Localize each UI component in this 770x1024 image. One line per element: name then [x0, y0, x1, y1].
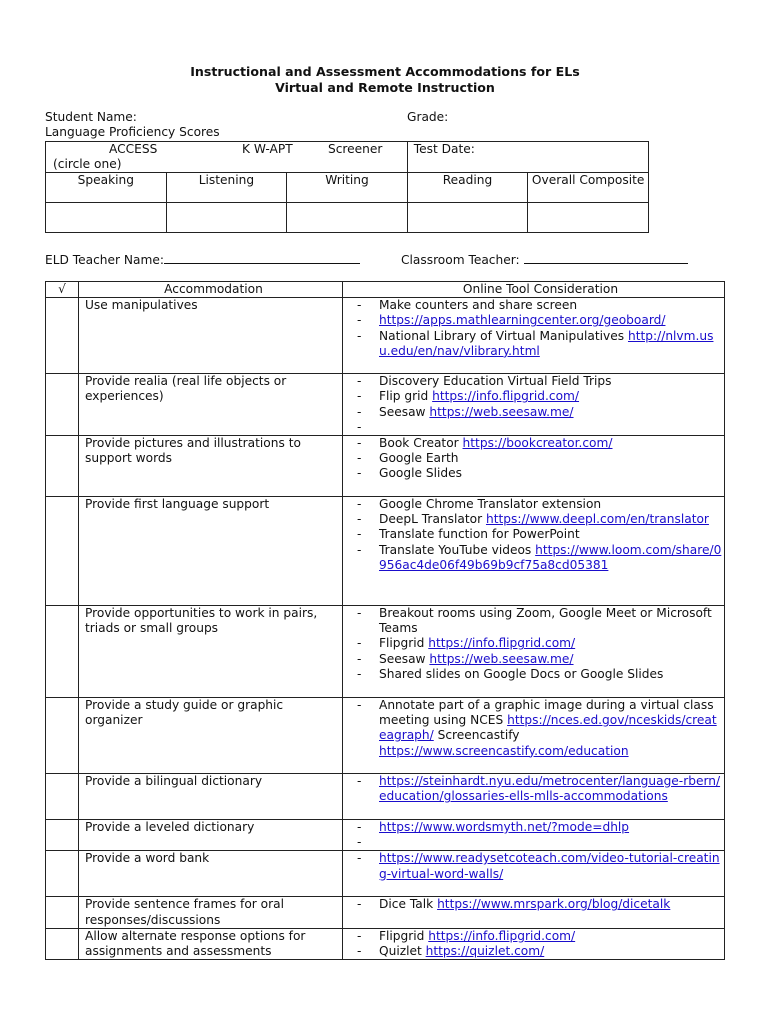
- accommodation-cell: Provide first language support: [79, 497, 343, 606]
- tool-link[interactable]: https://nces.ed.gov/nceskids/createagraph/: [379, 713, 717, 743]
- accommodation-row: [46, 897, 725, 928]
- tool-item: [357, 667, 724, 682]
- document-title: Instructional and Assessment Accommodations for ELs: [190, 64, 580, 79]
- tool-text: Google Chrome Translator extension: [379, 497, 602, 512]
- tool-item: [357, 652, 724, 667]
- overall-composite-header: Overall Composite: [528, 173, 649, 203]
- tool-text: DeepL Translator: [379, 512, 483, 527]
- tool-item: [357, 389, 724, 404]
- tool-text: Seesaw: [379, 651, 426, 666]
- tool-link[interactable]: https://info.flipgrid.com/: [432, 389, 580, 404]
- tool-list: [357, 298, 724, 359]
- overall-score-cell[interactable]: [528, 203, 649, 233]
- tool-item: [357, 774, 724, 804]
- tool-list: [357, 374, 724, 435]
- tool-list: [357, 606, 724, 682]
- eld-teacher-line[interactable]: [164, 251, 360, 264]
- tool-item: [357, 512, 724, 527]
- check-cell[interactable]: [46, 820, 79, 851]
- tool-item: [357, 329, 724, 359]
- tool-link[interactable]: http://nlvm.usu.edu/en/nav/vlibrary.html: [379, 328, 714, 358]
- tool-link[interactable]: https://bookcreator.com/: [462, 436, 613, 451]
- tool-cell: [343, 497, 725, 606]
- listening-score-cell[interactable]: [166, 203, 287, 233]
- tool-item: [357, 298, 724, 313]
- proficiency-score-row: [46, 203, 649, 233]
- tool-text: Flipgrid: [379, 636, 425, 651]
- tool-item: [357, 897, 724, 912]
- tool-cell: [343, 928, 725, 959]
- classroom-teacher-field: [401, 251, 688, 267]
- tool-link[interactable]: https://info.flipgrid.com/: [428, 636, 576, 651]
- tool-link[interactable]: https://quizlet.com/: [425, 944, 545, 959]
- tool-cell: [343, 851, 725, 897]
- tool-link[interactable]: https://www.loom.com/share/0956ac4de06f49b69b9cf75a8cd05381: [379, 542, 722, 572]
- accommodation-row: [46, 928, 725, 959]
- tool-item: [357, 543, 724, 573]
- tool-cell: [343, 606, 725, 698]
- tool-item: [357, 851, 724, 881]
- tool-list: [357, 929, 724, 959]
- tool-text: Quizlet: [379, 944, 422, 959]
- check-cell[interactable]: [46, 774, 79, 820]
- accommodation-cell: Provide pictures and illustrations to support words: [79, 436, 343, 497]
- tool-item: [357, 929, 724, 944]
- tool-link[interactable]: https://steinhardt.nyu.edu/metrocenter/language-rbern/education/glossaries-ells-mlls-accommodations: [379, 774, 721, 804]
- tool-cell: [343, 774, 725, 820]
- tool-link[interactable]: https://web.seesaw.me/: [429, 651, 574, 666]
- screener-option[interactable]: Screener: [328, 142, 383, 156]
- tool-link[interactable]: https://www.readysetcoteach.com/video-tutorial-creating-virtual-word-walls/: [379, 851, 720, 881]
- tool-text: Make counters and share screen: [379, 298, 578, 313]
- tool-text: Shared slides on Google Docs or Google Slides: [379, 666, 664, 681]
- kwapt-option[interactable]: K W-APT: [242, 142, 293, 156]
- tool-item: [357, 497, 724, 512]
- tool-list: [357, 820, 724, 850]
- tool-text: Flipgrid: [379, 928, 425, 943]
- tool-item: [357, 527, 724, 542]
- accommodation-header: Accommodation: [79, 282, 343, 298]
- tool-item: [357, 436, 724, 451]
- tool-link[interactable]: https://info.flipgrid.com/: [428, 928, 576, 943]
- tool-link[interactable]: https://www.mrspark.org/blog/dicetalk: [437, 897, 671, 912]
- writing-header: Writing: [287, 173, 408, 203]
- speaking-score-cell[interactable]: [46, 203, 167, 233]
- accommodation-cell: Use manipulatives: [79, 298, 343, 374]
- accommodation-cell: Provide a leveled dictionary: [79, 820, 343, 851]
- proficiency-label: Language Proficiency Scores: [45, 125, 220, 139]
- tool-list: [357, 897, 724, 912]
- test-date-cell[interactable]: Test Date:: [407, 142, 648, 173]
- accommodation-row: [46, 606, 725, 698]
- classroom-teacher-label: Classroom Teacher:: [401, 253, 520, 267]
- classroom-teacher-line[interactable]: [524, 251, 688, 264]
- check-cell[interactable]: [46, 298, 79, 374]
- tool-cell: [343, 374, 725, 436]
- reading-header: Reading: [407, 173, 528, 203]
- accommodation-cell: Provide a bilingual dictionary: [79, 774, 343, 820]
- check-cell[interactable]: [46, 606, 79, 698]
- eld-teacher-label: ELD Teacher Name:: [45, 253, 164, 267]
- accommodation-row: [46, 820, 725, 851]
- tool-list: [357, 774, 724, 804]
- tool-link[interactable]: https://www.screencastify.com/education: [379, 743, 629, 758]
- tool-text: Seesaw: [379, 404, 426, 419]
- tool-text: Discovery Education Virtual Field Trips: [379, 374, 612, 389]
- tool-item: [357, 698, 724, 759]
- tool-item: [357, 374, 724, 389]
- tool-text: Dice Talk: [379, 897, 434, 912]
- accommodation-row: [46, 774, 725, 820]
- assessment-choice-cell: [46, 142, 408, 173]
- tool-item: [357, 606, 724, 636]
- accommodation-cell: Provide realia (real life objects or experiences): [79, 374, 343, 436]
- tool-list: [357, 436, 724, 482]
- check-cell[interactable]: [46, 436, 79, 497]
- reading-score-cell[interactable]: [407, 203, 528, 233]
- check-cell[interactable]: [46, 374, 79, 436]
- tool-text: Google Earth: [379, 451, 459, 466]
- tool-cell: [343, 436, 725, 497]
- tool-item: [357, 820, 724, 835]
- tool-item: [357, 313, 724, 328]
- check-cell[interactable]: [46, 897, 79, 928]
- access-option[interactable]: ACCESS: [109, 142, 158, 156]
- proficiency-table: [45, 141, 649, 233]
- document-subtitle: Virtual and Remote Instruction: [275, 80, 495, 95]
- tool-text: Annotate part of a graphic image during a virtual class meeting using NCES: [379, 698, 714, 728]
- tool-text: Translate function for PowerPoint: [379, 527, 580, 542]
- check-cell[interactable]: [46, 851, 79, 897]
- accommodation-row: [46, 436, 725, 497]
- tool-item: [357, 944, 724, 959]
- listening-header: Listening: [166, 173, 287, 203]
- accommodation-row: [46, 698, 725, 774]
- tool-cell: [343, 698, 725, 774]
- tool-header: Online Tool Consideration: [343, 282, 725, 298]
- tool-cell: [343, 820, 725, 851]
- tool-item: [357, 835, 724, 850]
- tool-item: [357, 405, 724, 420]
- speaking-header: Speaking: [46, 173, 167, 203]
- grade-label: Grade:: [407, 110, 449, 124]
- accommodation-row: [46, 497, 725, 606]
- proficiency-header-row: [46, 173, 649, 203]
- tool-text: Book Creator: [379, 436, 459, 451]
- tool-item: [357, 636, 724, 651]
- tool-text: Google Slides: [379, 466, 462, 481]
- check-cell[interactable]: [46, 928, 79, 959]
- proficiency-assessment-row: [46, 142, 649, 173]
- tool-text: Breakout rooms using Zoom, Google Meet or Microsoft Teams: [379, 606, 712, 636]
- tool-item: [357, 451, 724, 466]
- tool-list: [357, 851, 724, 881]
- check-cell[interactable]: [46, 698, 79, 774]
- tool-link[interactable]: https://www.deepl.com/en/translator: [485, 512, 709, 527]
- tool-link[interactable]: https://apps.mathlearningcenter.org/geoboard/: [379, 313, 666, 328]
- tool-cell: [343, 298, 725, 374]
- accommodation-table: [45, 281, 725, 960]
- tool-item: [357, 466, 724, 481]
- tool-cell: [343, 897, 725, 928]
- tool-text: Screencastify: [437, 728, 520, 743]
- check-cell[interactable]: [46, 497, 79, 606]
- accommodation-header-row: [46, 282, 725, 298]
- writing-score-cell[interactable]: [287, 203, 408, 233]
- tool-item: [357, 420, 724, 435]
- accommodation-cell: Provide a study guide or graphic organizer: [79, 698, 343, 774]
- accommodation-row: [46, 851, 725, 897]
- tool-text: National Library of Virtual Manipulatives: [379, 328, 625, 343]
- accommodation-cell: Provide sentence frames for oral responses/discussions: [79, 897, 343, 928]
- eld-teacher-field: [45, 251, 360, 267]
- tool-list: [357, 698, 724, 759]
- circle-one-note: (circle one): [53, 157, 122, 171]
- accommodation-row: [46, 298, 725, 374]
- accommodation-cell: Allow alternate response options for assignments and assessments: [79, 928, 343, 959]
- tool-link[interactable]: https://www.wordsmyth.net/?mode=dhlp: [379, 820, 630, 835]
- check-header: √: [46, 282, 79, 298]
- tool-text: Translate YouTube videos: [379, 542, 532, 557]
- accommodation-row: [46, 374, 725, 436]
- tool-link[interactable]: https://web.seesaw.me/: [429, 404, 574, 419]
- accommodation-cell: Provide opportunities to work in pairs, triads or small groups: [79, 606, 343, 698]
- tool-list: [357, 497, 724, 573]
- student-name-label: Student Name:: [45, 110, 137, 124]
- tool-text: Flip grid: [379, 389, 429, 404]
- accommodation-cell: Provide a word bank: [79, 851, 343, 897]
